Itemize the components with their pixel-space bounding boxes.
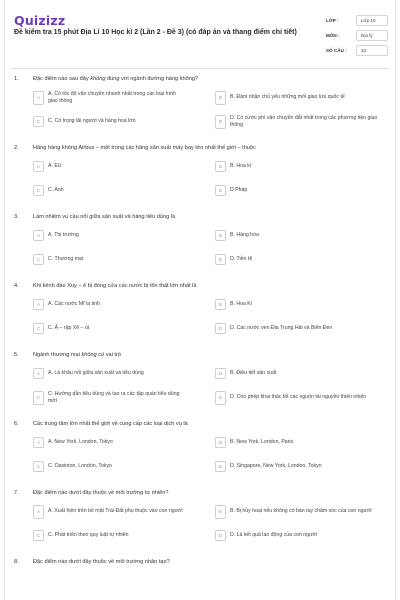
question-number: 4. bbox=[14, 283, 19, 289]
question-text-part: Khi kênh đào Xuy – ê bị đóng cửa các nước bị tổn thất lớn nhất là bbox=[33, 283, 197, 289]
option-letter-badge: C bbox=[33, 185, 44, 196]
question-text bbox=[33, 352, 383, 358]
option-letter-badge: D bbox=[215, 115, 226, 129]
option-a[interactable] bbox=[33, 436, 183, 449]
option-a[interactable] bbox=[33, 298, 183, 311]
meta-label-count: SỐ CÂU : bbox=[326, 48, 347, 53]
option-d[interactable] bbox=[215, 184, 387, 197]
option-text: D. Là kết quả lao động của con người bbox=[230, 532, 318, 539]
option-text: C. Có trọng tải người và hàng hoá lớn bbox=[48, 118, 136, 125]
option-letter-badge: A bbox=[33, 230, 44, 241]
option-text: C. Anh bbox=[48, 187, 64, 194]
question-text-part: Đặc điểm nào sau đây bbox=[33, 76, 91, 82]
header-divider bbox=[10, 68, 390, 69]
option-d[interactable] bbox=[215, 391, 387, 404]
option-b[interactable] bbox=[215, 505, 387, 518]
option-c[interactable] bbox=[33, 322, 183, 335]
option-letter-badge: C bbox=[33, 530, 44, 541]
question-text-emphasis: không đúng bbox=[90, 76, 120, 82]
question-text-part: Các trung tâm lớn nhất thế giới về cung cấp các loại dịch vụ là bbox=[33, 421, 188, 427]
option-text: D. Tiền tệ bbox=[230, 256, 253, 263]
option-c[interactable] bbox=[33, 184, 183, 197]
question-text bbox=[33, 76, 383, 82]
meta-value-subject: Địa lý bbox=[356, 30, 388, 41]
question-number: 3. bbox=[14, 214, 19, 220]
option-letter-badge: D bbox=[215, 461, 226, 472]
option-a[interactable] bbox=[33, 229, 183, 242]
question-text-part: vai trò bbox=[104, 352, 121, 358]
option-d[interactable] bbox=[215, 460, 387, 473]
option-text: A. EU bbox=[48, 163, 62, 170]
option-letter-badge: B bbox=[215, 437, 226, 448]
option-c[interactable] bbox=[33, 460, 183, 473]
option-text: C. Oasinton, London, Tokyo bbox=[48, 463, 112, 470]
question-text-part: Làm nhiệm vụ cầu nối giữa sản xuất và hàng tiêu dùng là bbox=[33, 214, 176, 220]
option-letter-badge: B bbox=[215, 368, 226, 379]
quizizz-logo: Quizizz bbox=[14, 13, 66, 28]
question-text bbox=[33, 559, 383, 565]
option-letter-badge: C bbox=[33, 323, 44, 334]
option-text: B. Hoa Kì bbox=[230, 301, 253, 308]
document-title: Đề kiểm tra 15 phút Địa Lí 10 Học kì 2 (Lần 2 - Đề 3) (có đáp án và thang điểm chi tiết) bbox=[14, 29, 297, 36]
option-text: C. Hướng dẫn tiêu dùng và tạo ra các tập quán tiêu dùng mới bbox=[48, 391, 180, 404]
question-text bbox=[33, 490, 383, 496]
option-text: B. Điều tiết sản xuất bbox=[230, 370, 277, 377]
option-letter-badge: B bbox=[215, 505, 226, 519]
question-number: 7. bbox=[14, 490, 19, 496]
option-letter-badge: D bbox=[215, 530, 226, 541]
page-edge-left bbox=[4, 0, 5, 600]
option-letter-badge: A bbox=[33, 91, 44, 105]
option-b[interactable] bbox=[215, 229, 387, 242]
meta-panel bbox=[326, 13, 388, 58]
option-text: B. Bị hủy hoại nếu không có bàn tay chăm sóc của con người bbox=[230, 508, 372, 515]
option-d[interactable] bbox=[215, 529, 387, 542]
option-letter-badge: A bbox=[33, 161, 44, 172]
meta-value-class: Lớp 10 bbox=[356, 15, 388, 26]
option-text: A. Thị trường bbox=[48, 232, 79, 239]
meta-row-subject bbox=[326, 28, 388, 43]
question-text-part: Đặc điểm nào dưới đây thuộc về môi trường nhân tạo? bbox=[33, 559, 170, 565]
question-text-emphasis: không có bbox=[81, 352, 105, 358]
option-text: A. Có tốc độ vận chuyển nhanh nhất trong các loại hình giao thông bbox=[48, 91, 176, 104]
question-text-part: Hãng hàng không Airbus – một trong các hãng sản xuất máy bay lớn nhất thế giới – thuộc bbox=[33, 145, 256, 151]
question-text bbox=[33, 214, 383, 220]
option-d[interactable] bbox=[215, 322, 387, 335]
question-text bbox=[33, 145, 383, 151]
option-letter-badge: B bbox=[215, 230, 226, 241]
option-letter-badge: B bbox=[215, 91, 226, 105]
option-text: A. Các nước Mĩ la tinh bbox=[48, 301, 100, 308]
option-a[interactable] bbox=[33, 367, 183, 380]
option-text: B. Đảm nhận chủ yếu những mối giao lưu quốc tế bbox=[230, 94, 345, 101]
page-edge-right bbox=[395, 0, 396, 600]
question-number: 6. bbox=[14, 421, 19, 427]
option-b[interactable] bbox=[215, 367, 387, 380]
option-text: C. Phát triển theo quy luật tự nhiên bbox=[48, 532, 129, 539]
option-a[interactable] bbox=[33, 160, 183, 173]
option-d[interactable] bbox=[215, 115, 387, 128]
option-b[interactable] bbox=[215, 160, 387, 173]
option-text: B. Hoa kì bbox=[230, 163, 252, 170]
question-number: 5. bbox=[14, 352, 19, 358]
option-c[interactable] bbox=[33, 115, 183, 128]
meta-value-count: 10 bbox=[356, 45, 388, 56]
option-b[interactable] bbox=[215, 436, 387, 449]
meta-row-count bbox=[326, 43, 388, 58]
question-text-part: Đặc điểm nào dưới đây thuộc về môi trường tự nhiên? bbox=[33, 490, 169, 496]
option-c[interactable] bbox=[33, 391, 183, 404]
meta-label-subject: MÔN : bbox=[326, 33, 340, 38]
question-number: 2. bbox=[14, 145, 19, 151]
option-letter-badge: D bbox=[215, 323, 226, 334]
option-letter-badge: D bbox=[215, 391, 226, 405]
meta-label-class: LỚP : bbox=[326, 18, 339, 23]
option-b[interactable] bbox=[215, 91, 387, 104]
option-letter-badge: A bbox=[33, 368, 44, 379]
question-text bbox=[33, 421, 383, 427]
option-text: D. Cho phép khai thác tốt các nguồn tài nguyên thiên nhiên bbox=[230, 394, 367, 401]
option-letter-badge: B bbox=[215, 161, 226, 172]
option-d[interactable] bbox=[215, 253, 387, 266]
option-letter-badge: C bbox=[33, 116, 44, 127]
option-c[interactable] bbox=[33, 253, 183, 266]
option-letter-badge: D bbox=[215, 185, 226, 196]
option-a[interactable] bbox=[33, 91, 183, 104]
option-text: B. Hàng hóa bbox=[230, 232, 259, 239]
option-text: A. New York, London, Tokyo bbox=[48, 439, 113, 446]
option-letter-badge: C bbox=[33, 391, 44, 405]
question-text bbox=[33, 283, 383, 289]
option-text: A. Là khâu nối giữa sản xuất và tiêu dùng bbox=[48, 370, 144, 377]
option-c[interactable] bbox=[33, 529, 183, 542]
question-number: 1. bbox=[14, 76, 19, 82]
option-text: B. New York, London, Paris bbox=[230, 439, 294, 446]
option-letter-badge: A bbox=[33, 505, 44, 519]
option-letter-badge: A bbox=[33, 299, 44, 310]
option-text: C. Thương mại bbox=[48, 256, 84, 263]
meta-row-class bbox=[326, 13, 388, 28]
option-text: D. Singapore, New York, London, Tokyo bbox=[230, 463, 322, 470]
option-text: C. Ả – rập Xê – út bbox=[48, 325, 90, 332]
option-letter-badge: B bbox=[215, 299, 226, 310]
option-letter-badge: C bbox=[33, 254, 44, 265]
question-text-part: Ngành thương mại bbox=[33, 352, 82, 358]
question-text-part: với ngành đường hàng không? bbox=[119, 76, 199, 82]
option-text: D. Có cước phí vận chuyển đắt nhất trong các phương tiện giao thông bbox=[230, 115, 378, 128]
option-letter-badge: C bbox=[33, 461, 44, 472]
option-letter-badge: A bbox=[33, 437, 44, 448]
option-text: A. Xuất hiện trên bề mặt Trái Đất phụ thuộc vào con người bbox=[48, 508, 183, 515]
option-text: D. Các nước ven Địa Trung Hải và Biển Đen bbox=[230, 325, 333, 332]
option-text: D.Pháp bbox=[230, 187, 248, 194]
option-letter-badge: D bbox=[215, 254, 226, 265]
option-b[interactable] bbox=[215, 298, 387, 311]
question-number: 8. bbox=[14, 559, 19, 565]
option-a[interactable] bbox=[33, 505, 183, 518]
